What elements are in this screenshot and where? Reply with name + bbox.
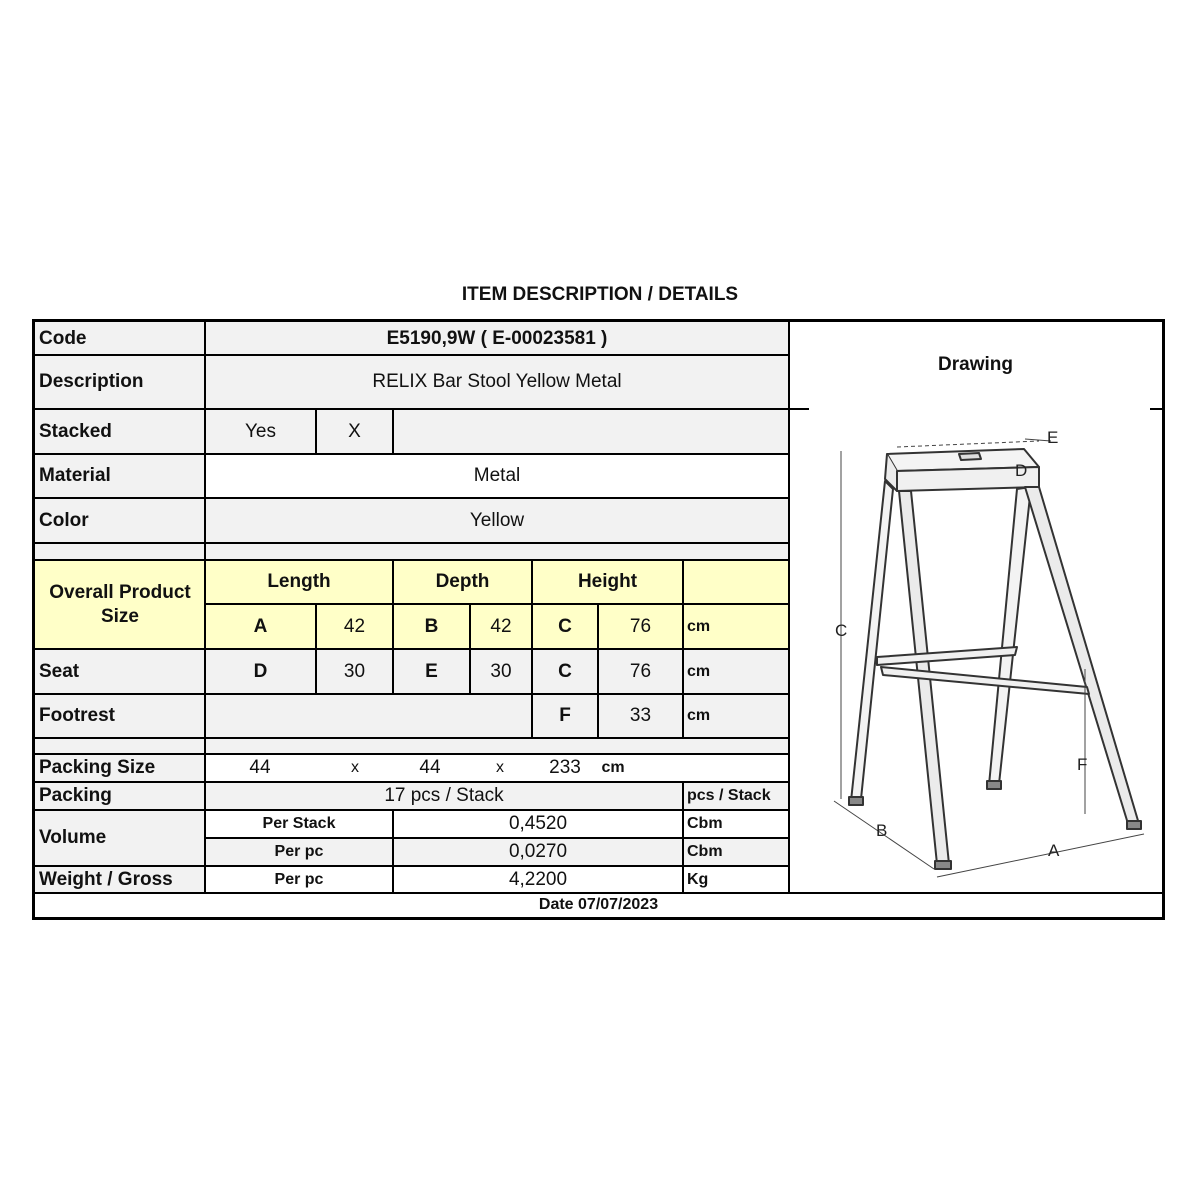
vline bbox=[682, 560, 684, 738]
weight-value: 4,2200 bbox=[393, 866, 683, 893]
hline bbox=[35, 497, 789, 499]
overall-c-value: 76 bbox=[598, 604, 683, 649]
drawing-header: Drawing bbox=[789, 322, 1162, 409]
seat-c-label: C bbox=[532, 649, 598, 694]
overall-a-label: A bbox=[205, 604, 316, 649]
seat-d-label: D bbox=[205, 649, 316, 694]
hline bbox=[35, 542, 789, 544]
footrest-unit: cm bbox=[683, 694, 789, 738]
packing-size-height: 233 bbox=[549, 757, 581, 778]
hline bbox=[35, 737, 789, 739]
vline bbox=[682, 782, 684, 893]
spacer-row-2 bbox=[35, 738, 789, 754]
label-footrest: Footrest bbox=[35, 694, 205, 738]
label-code: Code bbox=[35, 322, 205, 355]
seat-e-label: E bbox=[393, 649, 470, 694]
label-volume: Volume bbox=[35, 810, 205, 866]
label-packing: Packing bbox=[35, 782, 205, 810]
hline bbox=[35, 753, 789, 755]
packing-size-x2: x bbox=[496, 759, 504, 776]
label-weight: Weight / Gross bbox=[35, 866, 205, 893]
hline bbox=[35, 809, 789, 811]
date-footer: Date 07/07/2023 bbox=[35, 893, 1162, 917]
seat-c-value: 76 bbox=[598, 649, 683, 694]
vline bbox=[392, 810, 394, 893]
vline bbox=[204, 322, 206, 893]
overall-b-value: 42 bbox=[470, 604, 532, 649]
header-depth: Depth bbox=[393, 560, 532, 604]
volume-per-stack-value: 0,4520 bbox=[393, 810, 683, 838]
volume-per-pc-label: Per pc bbox=[205, 838, 393, 866]
header-empty bbox=[683, 560, 789, 604]
vline bbox=[392, 560, 394, 694]
seat-e-value: 30 bbox=[470, 649, 532, 694]
packing-value: 17 pcs / Stack bbox=[205, 782, 683, 810]
dim-label-a: A bbox=[1048, 841, 1060, 860]
footrest-f-label: F bbox=[532, 694, 598, 738]
seat-unit: cm bbox=[683, 649, 789, 694]
value-stacked-empty bbox=[393, 409, 789, 454]
header-length: Length bbox=[205, 560, 393, 604]
hline bbox=[35, 354, 789, 356]
hline bbox=[35, 408, 789, 410]
label-material: Material bbox=[35, 454, 205, 498]
spacer-row bbox=[35, 543, 789, 560]
volume-per-pc-value: 0,0270 bbox=[393, 838, 683, 866]
vline bbox=[315, 409, 317, 454]
header-height: Height bbox=[532, 560, 683, 604]
footrest-empty bbox=[205, 694, 532, 738]
volume-per-pc-unit: Cbm bbox=[683, 838, 789, 866]
bar-stool-drawing bbox=[789, 409, 1165, 891]
hline bbox=[35, 559, 789, 561]
weight-unit: Kg bbox=[683, 866, 789, 893]
dim-label-f: F bbox=[1077, 755, 1088, 774]
dim-label-b: B bbox=[876, 821, 888, 840]
hline bbox=[35, 693, 789, 695]
packing-size-unit: cm bbox=[601, 759, 625, 776]
volume-per-stack-label: Per Stack bbox=[205, 810, 393, 838]
hline bbox=[35, 453, 789, 455]
vline bbox=[597, 604, 599, 738]
value-color: Yellow bbox=[205, 498, 789, 543]
label-description: Description bbox=[35, 355, 205, 409]
weight-per-pc-label: Per pc bbox=[205, 866, 393, 893]
vline bbox=[531, 560, 533, 738]
packing-size-length: 44 bbox=[249, 757, 271, 778]
vline bbox=[469, 604, 471, 694]
dim-label-e: E bbox=[1047, 428, 1059, 447]
overall-unit: cm bbox=[683, 604, 789, 649]
vline bbox=[392, 409, 394, 454]
packing-size-x1: x bbox=[351, 759, 359, 776]
hline bbox=[205, 837, 789, 839]
vline bbox=[315, 604, 317, 694]
dim-label-d: D bbox=[1015, 461, 1028, 480]
hline bbox=[35, 865, 789, 867]
overall-c-label: C bbox=[532, 604, 598, 649]
page-title: ITEM DESCRIPTION / DETAILS bbox=[461, 284, 739, 305]
label-overall-size: Overall Product Size bbox=[35, 560, 205, 649]
hline bbox=[205, 603, 789, 605]
dim-label-c: C bbox=[835, 621, 848, 640]
hline bbox=[35, 781, 789, 783]
hline bbox=[35, 648, 789, 650]
value-material: Metal bbox=[205, 454, 789, 498]
packing-size-width: 44 bbox=[419, 757, 441, 778]
value-code: E5190,9W ( E-00023581 ) bbox=[205, 322, 789, 355]
overall-a-value: 42 bbox=[316, 604, 393, 649]
value-description: RELIX Bar Stool Yellow Metal bbox=[205, 355, 789, 409]
label-stacked: Stacked bbox=[35, 409, 205, 454]
value-stacked-mark: X bbox=[316, 409, 393, 454]
label-color: Color bbox=[35, 498, 205, 543]
value-stacked-yes: Yes bbox=[205, 409, 316, 454]
label-seat: Seat bbox=[35, 649, 205, 694]
footrest-f-value: 33 bbox=[598, 694, 683, 738]
volume-per-stack-unit: Cbm bbox=[683, 810, 789, 838]
overall-b-label: B bbox=[393, 604, 470, 649]
seat-d-value: 30 bbox=[316, 649, 393, 694]
packing-unit: pcs / Stack bbox=[683, 782, 789, 810]
label-packing-size: Packing Size bbox=[35, 754, 205, 782]
